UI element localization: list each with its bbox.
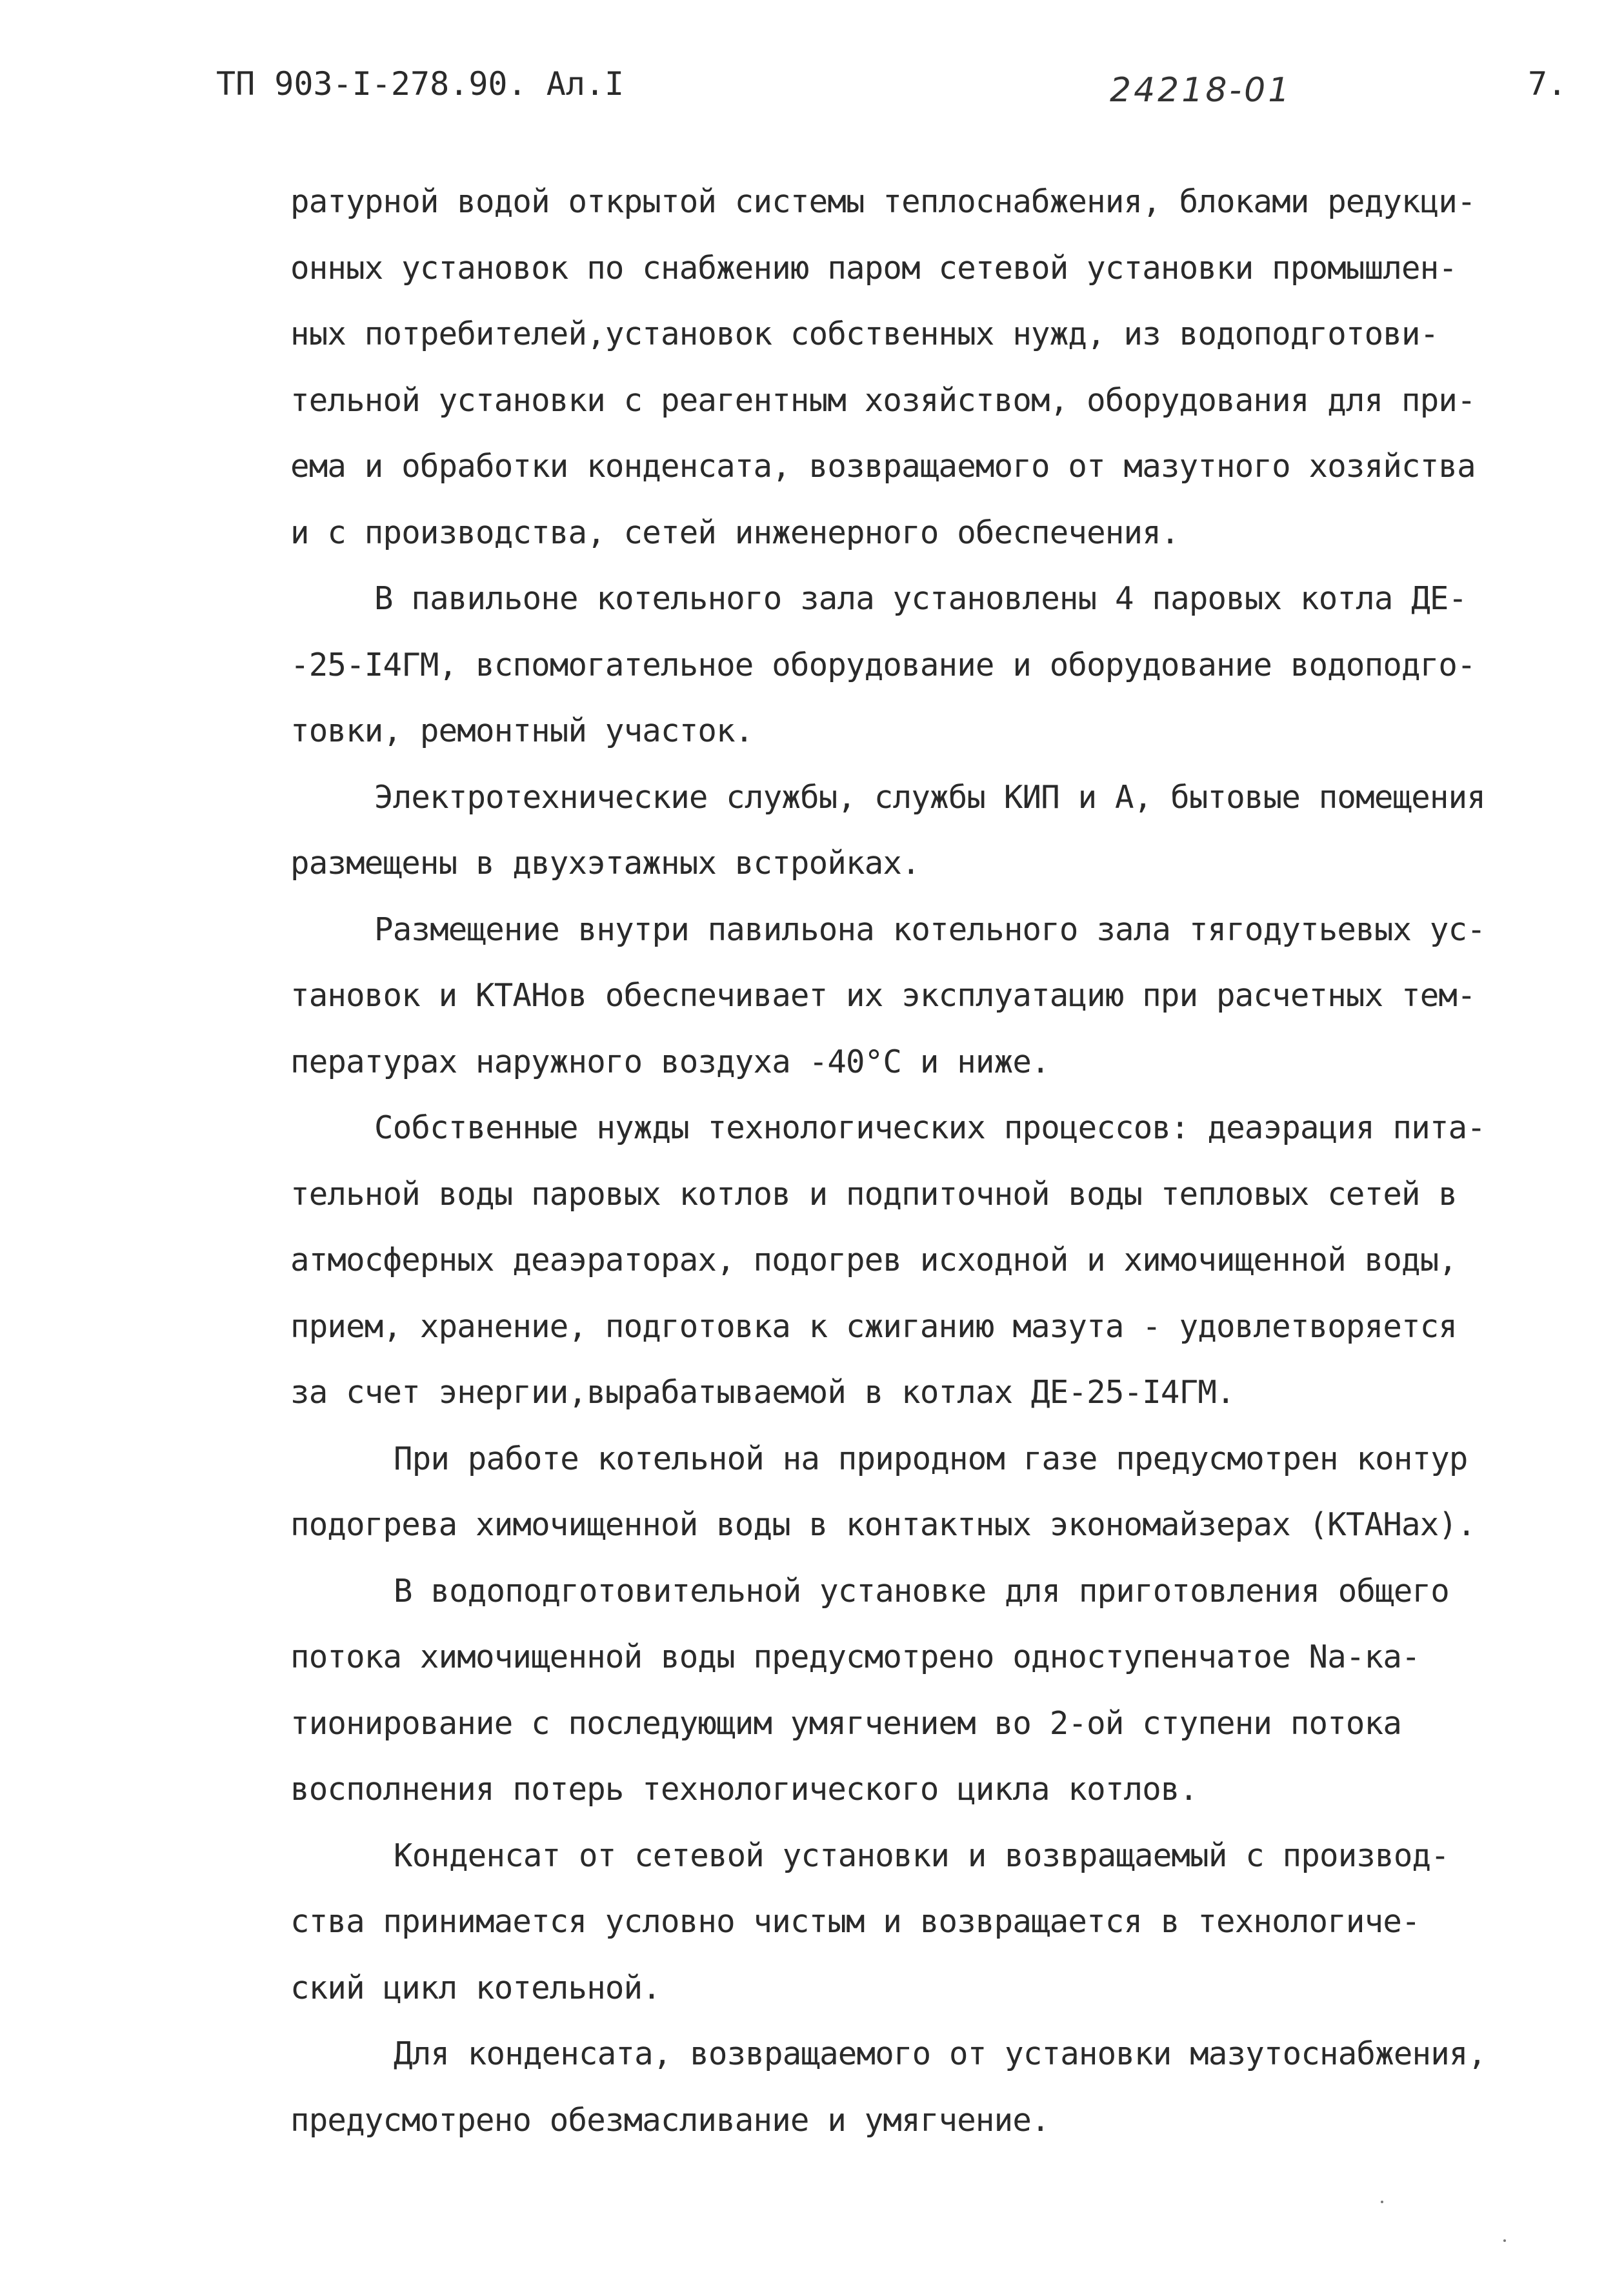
handwritten-number: 24218-01 [1110,71,1292,110]
text-line: ский цикл котельной. [290,1969,661,2006]
text-line: тельной установки с реагентным хозяйством, оборудования для при- [290,381,1476,419]
text-line: товки, ремонтный участок. [290,712,754,749]
text-line: ема и обработки конденсата, возвращаемого от мазутного хозяйства [290,448,1476,485]
text-line: подогрева химочищенной воды в контактных экономайзерах (КТАНах). [290,1506,1476,1543]
text-line: ства принимается условно чистым и возвращается в технологиче- [290,1903,1420,1940]
text-line: тионирование с последующим умягчением во 2-ой ступени потока [290,1704,1402,1742]
text-line: онных установок по снабжению паром сетевой установки промышлен- [290,249,1458,287]
text-line: восполнения потерь технологического цикла котлов. [290,1771,1198,1808]
text-line: При работе котельной на природном газе предусмотрен контур [394,1440,1468,1477]
text-line: тельной воды паровых котлов и подпиточной воды тепловых сетей в [290,1175,1458,1213]
text-line: ных потребителей,установок собственных нужд, из водоподготови- [290,316,1439,352]
document-code: ТП 903-I-278.90. Ал.I [216,65,625,103]
body-text [290,169,1568,2154]
scan-speck [1381,2201,1383,2203]
text-line: за счет энергии,вырабатываемой в котлах ДЕ-25-I4ГМ. [290,1374,1235,1411]
text-line: Размещение внутри павильона котельного зала тягодутьевых ус- [374,911,1486,948]
text-line: Собственные нужды технологических процессов: деаэрация пита- [374,1109,1486,1146]
text-line: В павильоне котельного зала установлены 4 паровых котла ДЕ- [374,580,1467,617]
text-line: предусмотрено обезмасливание и умягчение. [290,2101,1050,2139]
text-line: прием, хранение, подготовка к сжиганию мазута - удовлетворяется [290,1307,1458,1345]
text-line: размещены в двухэтажных встройках. [290,845,920,882]
text-line: пературах наружного воздуха -40°С и ниже. [290,1043,1050,1080]
text-line: и с производства, сетей инженерного обеспечения. [290,514,1179,551]
text-line: ратурной водой открытой системы теплоснабжения, блоками редукци- [290,183,1476,220]
page-number: 7. [1528,65,1567,103]
text-line: тановок и КТАНов обеспечивает их эксплуатацию при расчетных тем- [290,977,1476,1014]
text-line: Электротехнические службы, службы КИП и А, бытовые помещения [374,778,1486,816]
text-line: Для конденсата, возвращаемого от установки мазутоснабжения, [394,2035,1487,2072]
text-line: В водоподготовительной установке для приготовления общего [394,1572,1449,1609]
text-line: Конденсат от сетевой установки и возвращаемый с производ- [394,1837,1449,1874]
text-line: потока химочищенной воды предусмотрено одноступенчатое Na-ка- [290,1639,1420,1675]
text-line: атмосферных деаэраторах, подогрев исходной и химочищенной воды, [290,1242,1458,1278]
text-line: -25-I4ГМ, вспомогательное оборудование и оборудование водоподго- [290,646,1476,683]
scan-speck [1503,2239,1506,2242]
